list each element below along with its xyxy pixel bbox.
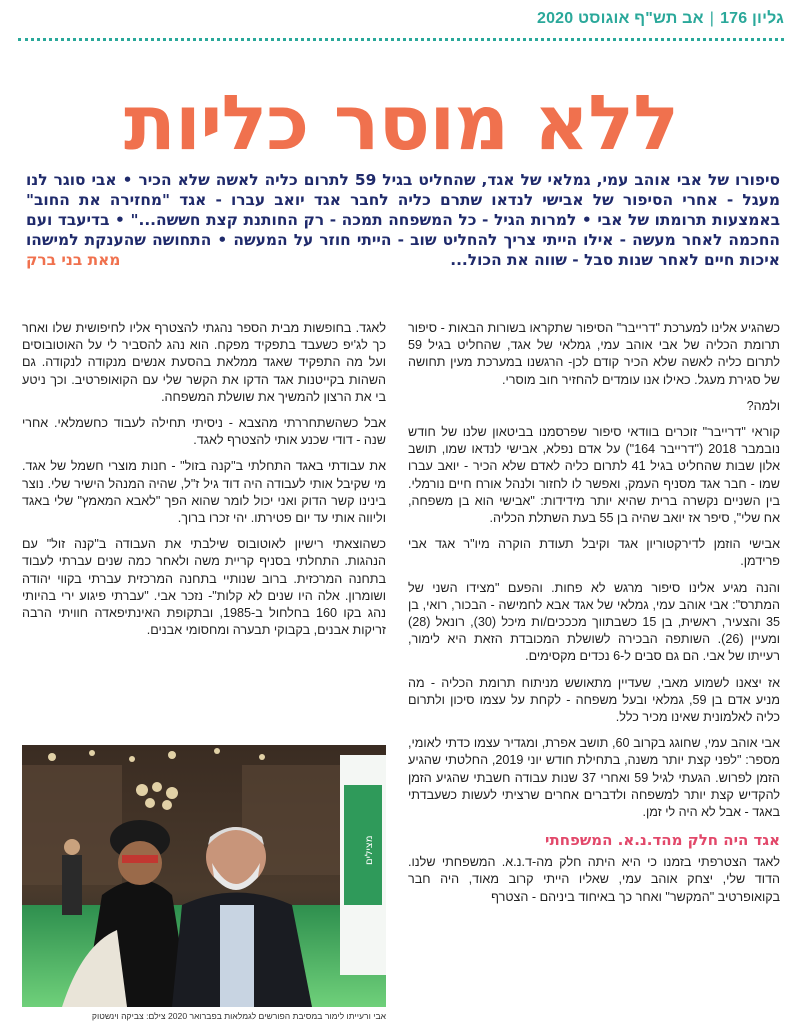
paragraph: אבל כשהשתחררתי מהצבא - ניסיתי תחילה לעבוד כחשמלאי. אחרי שנה - דודי שכנע אותי להצטרף לאגד. [22, 416, 386, 448]
paragraph: לאגד הצטרפתי בזמנו כי היא היתה חלק מה-ד.נ.א. המשפחתי שלנו. הדוד שלי, יצחק אוהב עמי, שאליו הייתי קרוב מאוד, היה חבר בקואופרטיב "המקשר" ואחר כך באיחוד ביניהם - הצטרף [408, 855, 780, 904]
issue-number: גליון 176 [720, 10, 784, 27]
photo-caption: אבי ורעייתו לימור במסיבת הפורשים לגמלאות בפברואר 2020 צילם: צביקה וינשטוק [91, 1011, 386, 1021]
article-lead [26, 170, 780, 292]
paragraph: והנה מגיע אלינו סיפור מרגש לא פחות. והפעם "מצידו השני של המתרס": אבי אוהב עמי, גמלאי של אגד אבא לחמישה - הבכור, רואי, בן 35 והצעיר, ראשית, בן 15 כשבתווך מכככים/ות מיכל (30), רונאל (28) ומעיין (26). השותפה הבכירה לשושלת המכובדת הזאת היא לימור, רעייתו של אבי. הם גם סבים ל-6 נכדים מקסימים. [408, 580, 780, 664]
article-headline: ללא מוסר כליות [123, 78, 679, 167]
paragraph: את עבודתי באגד התחלתי ב"קנה בזול" - חנות מוצרי חשמל של אגד. מי שקיבל אותי לעבודה היה דוד גיל ז"ל, שהיה המנהל הישיר שלי. נוצר בינינו קשר הדוק ואני יכול לומר שהוא הפך "לאבא המאמץ" שלי באגד וליווה אותי עד יום פטירתו. יהי זכרו ברוך. [22, 459, 386, 526]
paragraph: אבי אוהב עמי, שחוגג בקרוב 60, תושב אפרת, ומגדיר עצמו כדתי לאומי, מספר: "לפני קצת יותר משנה, בתחילת חודש יוני 2019, החלטתי שהגיע הזמן לפרוש. הגעתי לגיל 59 ואחרי 37 שנות עבודה חשבתי שהגיע הזמן להקדיש קצת יותר למשפחה ולדברים אחרים שרציתי לעשות כשעבדתי באגד - אבל לא היה לי זמן. [408, 736, 780, 820]
byline: מאת בני ברק [26, 251, 121, 269]
photo-illustration [22, 745, 386, 1007]
header-separator: | [709, 10, 715, 27]
issue-header [18, 10, 784, 34]
paragraph: ולמה? [746, 398, 780, 413]
sign-text: מצילים [364, 835, 375, 865]
paragraph: אז יצאנו לשמוע מאבי, שעדיין מתאושש מניתוח תרומת הכליה - מה מניע אדם בן 59, גמלאי ובעל משפחה - לקחת על עצמו סיכון ולתרום כליה לאלמונית שאינו מכיר כלל. [408, 675, 780, 725]
paragraph: כשהוצאתי רישיון לאוטובוס שילבתי את העבודה ב"קנה זול" עם הנהגות. התחלתי בסניף קריית משה ולאחר כמה שנים עברתי לעבוד בתחנה המרכזית. ברוב שנותיי בתחנה המרכזית עברתי בקווי יהודה ושומרון. אלה היו שנים לא קלות"- נזכר אבי. "עברתי פיגוע ירי בהיותי נהג בקו 160 בחלחול ב-1985, ובתקופת האינתיפאדה חוויתי הרבה זריקות אבנים, בקבוקי תבערה ומחסומי אבנים. [22, 537, 386, 638]
paragraph: קוראי "דרייבר" זוכרים בוודאי סיפור שפרסמנו בביטאון שלנו של חודש נובמבר 2018 ("דרייבר 164") על אדם נפלא, אבישי לנדאו שמו, תושב אלון שבות שהחליט בגיל 41 לתרום כליה לאדם שלא הכיר - יואב עברו שמו - חבר אגד מסניף העמק, ואפשר לו לחזור ולנהל אורח חיים נורמלי. בין השניים נקשרה ברית שהיא יותר מידידות: "אבישי הוא בן משפחה, אח שלי", סיפר אז יואב שהיה בן 55 בעת השתלת הכליה. [408, 425, 780, 526]
paragraph: אבישי הוזמן לדירקטוריון אגד וקיבל תעודת הוקרה מיו"ר אגד אבי פרידמן. [408, 537, 780, 569]
article-column-right [408, 320, 780, 1020]
article-column-left [22, 320, 386, 740]
header-dotted-rule [18, 38, 784, 41]
paragraph: לאגד. בחופשות מבית הספר נהגתי להצטרף אליו לחיפושית שלו ואחר כך לג'יפ כשעבד בתפקיד מפקח. הוא נהג להסביר לי על האוטובוסים ועל מה התפקיד שאגד ממלאת בהסעת אנשים מנקודה לנקודה. גם השהות בקייטנות אגד הדקו את הקשר שלי עם הקואופרטיב. וכך ניטע בי את הרצון להמשיך את שושלת המשפחה. [22, 321, 386, 404]
couple-photo [22, 745, 386, 1007]
issue-date: אב תש"ף אוגוסט 2020 [536, 10, 704, 27]
paragraph: כשהגיע אלינו למערכת "דרייבר" הסיפור שתקראו בשורות הבאות - סיפור תרומת הכליה של אבי אוהב עמי, גמלאי של אגד, שהחליט בגיל 59 לתרום כליה לאשה שלא הכיר קודם לכן- הרגשנו במערכת מעין תחושה של סגירת מעגל. כאילו אנו עומדים להחזיר חוב מוסרי. [408, 321, 780, 387]
section-subheading: אגד היה חלק מהד.נ.א. המשפחתי [545, 831, 780, 850]
lead-text: סיפורו של אבי אוהב עמי, גמלאי של אגד, שהחליט בגיל 59 לתרום כליה לאשה שלא הכיר • אבי סוגר לנו מעגל - אחרי הסיפור של אבישי לנדאו שתרם כליה לחבר אגד יואב עברו - אגד "מחזירה את החוב" באמצעות תרומתו של אבי • למרות הגיל - כל המשפחה תמכה - רק החותנת קצת חששה..." • בדיעבד ועם החכמה לאחר מעשה - אילו הייתי צריך להחליט שוב - הייתי חוזר על המעשה • התחושה שהענקת למישהו איכות חיים לאחר שנות סבל - שווה את הכול... [26, 171, 780, 269]
